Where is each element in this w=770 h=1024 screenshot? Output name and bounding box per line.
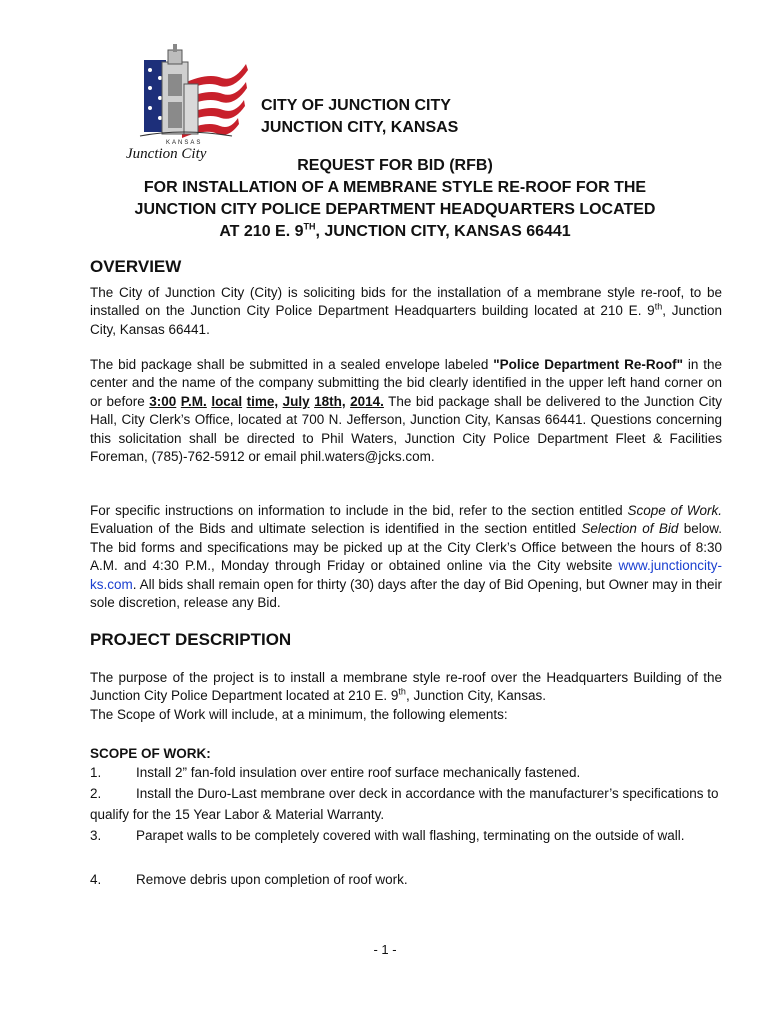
city-header-line2: JUNCTION CITY, KANSAS <box>261 119 459 136</box>
ov-p2-18: 18th, <box>314 393 346 409</box>
city-header <box>261 95 458 139</box>
scope-item-text: Remove debris upon completion of roof work. <box>136 872 408 887</box>
rfb-line4-a: AT 210 E. 9 <box>219 223 304 240</box>
scope-item-text: Parapet walls to be completely covered with wall flashing, terminating on the outside of wall. <box>136 828 685 843</box>
rfb-title-line1: REQUEST FOR BID (RFB) <box>297 157 493 174</box>
scope-item-number: 1. <box>90 765 102 780</box>
ov-p2-july: July <box>282 393 310 409</box>
ov-p3-sel: Selection of Bid <box>581 521 679 537</box>
ov-p2-c: The bid package shall be delivered to the Junction City Hall, City Clerk’s Office, located at 700 N. Jefferson, Junction City, Kansas 66441. Questions concerning this solicitation shall be directed to Phil Waters, Junction City Police Department Fleet & Facilities Foreman, (785)-762-5912 or email phil.waters@jcks.com. <box>90 393 722 465</box>
scope-item-number: 3. <box>90 828 102 843</box>
tower <box>162 44 198 134</box>
ov-p1-b: , Junction City, Kansas 66441. <box>90 303 722 337</box>
city-header-line1: CITY OF JUNCTION CITY <box>261 97 451 114</box>
scope-item <box>90 783 720 825</box>
ov-p1-sup: th <box>654 301 663 312</box>
rfb-title <box>60 155 730 243</box>
overview-paragraph-2 <box>90 356 722 466</box>
ov-p2-timeword: time, <box>246 393 279 409</box>
page-number: - 1 - <box>373 942 397 957</box>
rfb-line4-sup: TH <box>303 221 316 232</box>
scope-heading: SCOPE OF WORK: <box>90 746 211 761</box>
pr-p1-a: The purpose of the project is to install a membrane style re-roof over the Headquarters Building of the Junction City Police Department located at 210 E. 9 <box>90 670 722 704</box>
ov-p3-scope: Scope of Work. <box>627 503 722 518</box>
ov-p1-a: The City of Junction City (City) is soliciting bids for the installation of a membrane style re-roof, to be installed on the Junction City Police Department Headquarters building located at 210 E. 9 <box>90 285 722 319</box>
rfb-title-line3: JUNCTION CITY POLICE DEPARTMENT HEADQUARTERS LOCATED <box>134 201 656 218</box>
ov-p3-b: Evaluation of the Bids and ultimate selection is identified in the section entitled <box>90 521 582 537</box>
overview-paragraph-3 <box>90 502 722 612</box>
scope-item-text: Install the Duro-Last membrane over deck in accordance with the manufacturer’s specifications to qualify for the 15 Year Labor & Material Warranty. <box>90 786 719 822</box>
project-paragraph <box>90 669 722 724</box>
ov-p2-b: in the center and the name of the company submitting the bid clearly identified in the upper left hand corner on or before <box>90 357 722 409</box>
ov-p3-d: . All bids shall remain open for thirty (30) days after the day of Bid Opening, but Owner may in their sole discretion, release any Bid. <box>90 576 722 611</box>
scope-item <box>90 869 720 890</box>
pr-p1-c: The Scope of Work will include, at a minimum, the following elements: <box>90 706 508 722</box>
project-heading: PROJECT DESCRIPTION <box>90 630 292 649</box>
ov-p2-a: The bid package shall be submitted in a sealed envelope labeled <box>90 357 494 372</box>
ov-p3-c: below. The bid forms and specifications may be picked up at the City Clerk’s Office between the hours of 8:30 A.M. and 4:30 P.M., Monday through Friday or obtained online via the City website <box>90 521 722 574</box>
ov-p2-pm: P.M. <box>180 393 207 409</box>
rfb-title-line2: FOR INSTALLATION OF A MEMBRANE STYLE RE-ROOF FOR THE <box>143 179 647 196</box>
city-logo <box>122 44 250 162</box>
ov-p2-time: 3:00 <box>149 393 177 409</box>
scope-item <box>90 762 720 783</box>
scope-item <box>90 825 720 846</box>
ov-p2-label: "Police Department Re-Roof" <box>493 357 683 372</box>
overview-heading: OVERVIEW <box>90 257 182 276</box>
website-link[interactable]: www.junctioncity-ks.com <box>90 558 722 592</box>
logo-script-text: Junction City <box>126 146 207 162</box>
ov-p2-local: local <box>211 393 243 409</box>
city-logo-graphic <box>122 44 250 162</box>
pr-p1-sup: th <box>398 686 406 697</box>
scope-item-number: 4. <box>90 872 102 887</box>
scope-item-number: 2. <box>90 786 102 801</box>
rfb-title-line4 <box>60 221 730 243</box>
pr-p1-b: , Junction City, Kansas. <box>405 688 546 704</box>
overview-paragraph-1 <box>90 284 722 339</box>
ov-p3-a: For specific instructions on information to include in the bid, refer to the section entitled <box>90 503 628 518</box>
ov-p2-year: 2014. <box>350 393 384 409</box>
scope-item-text: Install 2” fan-fold insulation over entire roof surface mechanically fastened. <box>136 765 581 780</box>
logo-kansas-text: KANSAS <box>166 140 203 146</box>
rfb-line4-b: , JUNCTION CITY, KANSAS 66441 <box>315 223 571 240</box>
